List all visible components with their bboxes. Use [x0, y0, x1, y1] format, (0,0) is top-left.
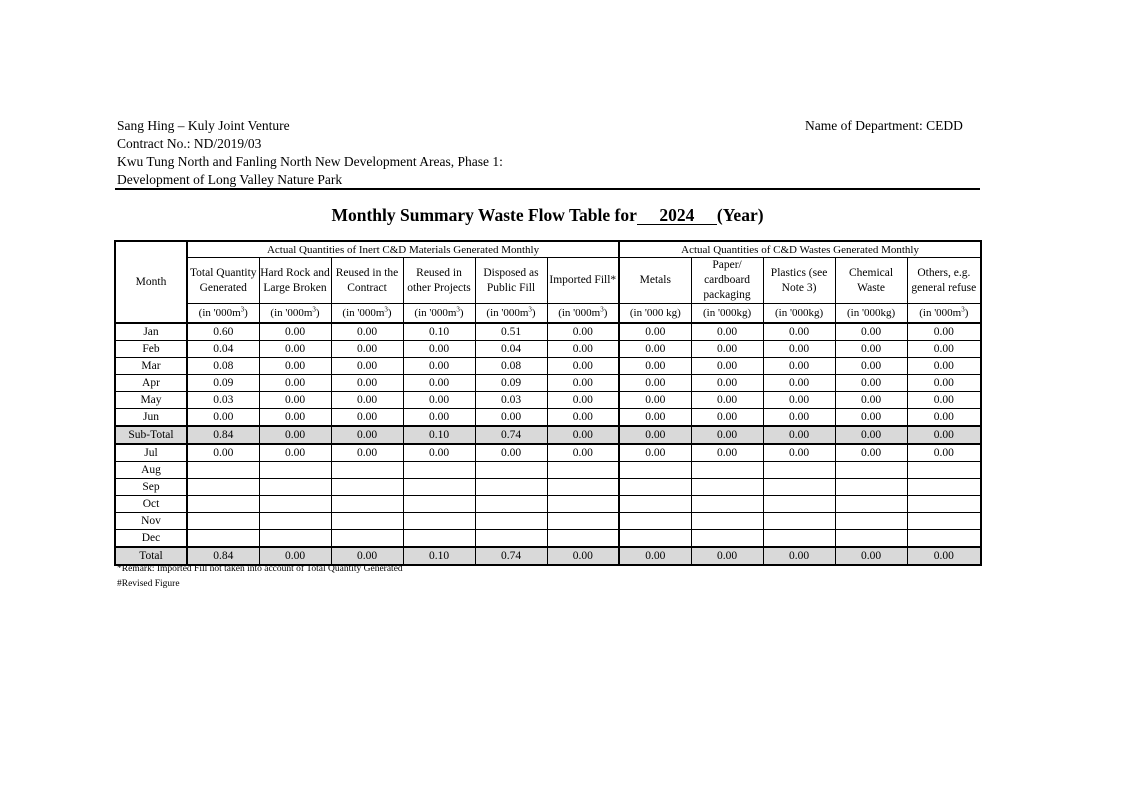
- table-cell: 0.00: [691, 392, 763, 409]
- table-cell: [259, 462, 331, 479]
- table-cell: 0.00: [691, 444, 763, 462]
- table-cell: 0.00: [259, 375, 331, 392]
- table-cell: [619, 530, 691, 548]
- table-cell: [763, 496, 835, 513]
- table-cell: 0.00: [835, 409, 907, 427]
- contractor-info: [117, 117, 503, 189]
- table-cell: [763, 530, 835, 548]
- table-cell: [403, 530, 475, 548]
- table-cell: [691, 530, 763, 548]
- table-cell: [403, 513, 475, 530]
- subtotal-row: [115, 426, 981, 444]
- column-header: Imported Fill*: [547, 258, 619, 304]
- table-cell: 0.00: [403, 375, 475, 392]
- table-cell: 0.00: [907, 341, 981, 358]
- table-cell: [475, 513, 547, 530]
- table-cell: 0.00: [835, 341, 907, 358]
- table-row: [115, 479, 981, 496]
- table-cell: [331, 462, 403, 479]
- table-cell: 0.00: [331, 426, 403, 444]
- table-cell: [547, 496, 619, 513]
- table-cell: 0.10: [403, 547, 475, 565]
- table-cell: 0.00: [619, 358, 691, 375]
- column-header: Others, e.g. general refuse: [907, 258, 981, 304]
- table-cell: 0.00: [547, 547, 619, 565]
- column-header: Plastics (see Note 3): [763, 258, 835, 304]
- row-label: Aug: [115, 462, 187, 479]
- table-cell: 0.00: [259, 426, 331, 444]
- table-cell: [187, 530, 259, 548]
- table-cell: 0.00: [763, 392, 835, 409]
- row-label: Jan: [115, 323, 187, 341]
- table-cell: 0.00: [835, 358, 907, 375]
- unit-label: (in '000kg): [835, 304, 907, 324]
- table-cell: 0.74: [475, 426, 547, 444]
- table-row: [115, 462, 981, 479]
- table-cell: [547, 479, 619, 496]
- contractor-name: Sang Hing – Kuly Joint Venture: [117, 118, 290, 133]
- table-cell: [619, 496, 691, 513]
- table-cell: [403, 462, 475, 479]
- table-cell: 0.00: [763, 409, 835, 427]
- column-header-row: [115, 258, 981, 304]
- table-cell: 0.00: [763, 426, 835, 444]
- table-cell: 0.00: [331, 409, 403, 427]
- table-cell: 0.10: [403, 323, 475, 341]
- table-cell: 0.00: [763, 341, 835, 358]
- table-cell: 0.03: [475, 392, 547, 409]
- table-cell: [619, 513, 691, 530]
- table-cell: [187, 479, 259, 496]
- table-cell: 0.00: [907, 547, 981, 565]
- title-prefix: Monthly Summary Waste Flow Table for: [331, 205, 637, 225]
- column-header: Chemical Waste: [835, 258, 907, 304]
- table-cell: [691, 462, 763, 479]
- table-cell: 0.00: [547, 409, 619, 427]
- table-cell: 0.00: [691, 426, 763, 444]
- table-cell: 0.00: [835, 323, 907, 341]
- table-cell: 0.00: [331, 392, 403, 409]
- row-label: Total: [115, 547, 187, 565]
- row-label: Sub-Total: [115, 426, 187, 444]
- table-cell: [475, 496, 547, 513]
- table-cell: [763, 513, 835, 530]
- table-cell: 0.00: [547, 444, 619, 462]
- row-label: Apr: [115, 375, 187, 392]
- table-cell: 0.08: [475, 358, 547, 375]
- table-cell: 0.00: [907, 392, 981, 409]
- table-cell: 0.84: [187, 547, 259, 565]
- table-cell: 0.08: [187, 358, 259, 375]
- table-cell: 0.00: [259, 409, 331, 427]
- table-cell: 0.00: [619, 341, 691, 358]
- table-cell: 0.00: [763, 444, 835, 462]
- table-row: [115, 341, 981, 358]
- month-header: Month: [115, 241, 187, 323]
- row-label: May: [115, 392, 187, 409]
- table-cell: 0.00: [835, 444, 907, 462]
- table-row: [115, 513, 981, 530]
- unit-header-row: [115, 304, 981, 324]
- table-cell: 0.00: [907, 444, 981, 462]
- unit-label: (in '000kg): [691, 304, 763, 324]
- table-cell: [475, 462, 547, 479]
- table-cell: 0.00: [403, 392, 475, 409]
- table-cell: [187, 513, 259, 530]
- table-row: [115, 392, 981, 409]
- table-cell: 0.60: [187, 323, 259, 341]
- table-cell: [187, 496, 259, 513]
- row-label: Sep: [115, 479, 187, 496]
- row-label: Nov: [115, 513, 187, 530]
- table-body: [115, 323, 981, 565]
- table-row: [115, 530, 981, 548]
- table-cell: [331, 513, 403, 530]
- table-cell: [907, 462, 981, 479]
- table-cell: 0.09: [187, 375, 259, 392]
- table-cell: 0.00: [547, 426, 619, 444]
- unit-label: (in '000 kg): [619, 304, 691, 324]
- unit-label: (in '$000m^3$): [187, 304, 259, 324]
- table-cell: 0.00: [835, 547, 907, 565]
- table-cell: [547, 513, 619, 530]
- unit-label: (in '$000m^3$): [907, 304, 981, 324]
- table-row: [115, 323, 981, 341]
- table-cell: 0.00: [763, 323, 835, 341]
- table-cell: 0.00: [403, 444, 475, 462]
- column-header: Paper/ cardboard packaging: [691, 258, 763, 304]
- table-cell: 0.00: [763, 358, 835, 375]
- column-header: Metals: [619, 258, 691, 304]
- table-cell: [331, 496, 403, 513]
- header-divider: [115, 188, 980, 190]
- table-cell: [475, 479, 547, 496]
- table-cell: [835, 530, 907, 548]
- row-label: Jun: [115, 409, 187, 427]
- table-cell: 0.00: [907, 358, 981, 375]
- table-cell: [331, 530, 403, 548]
- table-cell: 0.00: [907, 426, 981, 444]
- table-cell: [259, 479, 331, 496]
- column-header: Total Quantity Generated: [187, 258, 259, 304]
- table-cell: 0.00: [619, 323, 691, 341]
- unit-label: (in '$000m^3$): [331, 304, 403, 324]
- inert-group-header: Actual Quantities of Inert C&D Materials Generated Monthly: [187, 241, 619, 258]
- table-cell: [691, 513, 763, 530]
- table-cell: [763, 462, 835, 479]
- table-cell: 0.00: [619, 444, 691, 462]
- table-cell: [475, 530, 547, 548]
- table-cell: 0.00: [259, 444, 331, 462]
- table-cell: [259, 496, 331, 513]
- table-cell: 0.00: [259, 341, 331, 358]
- table-cell: [691, 496, 763, 513]
- table-row: [115, 409, 981, 427]
- table-cell: 0.10: [403, 426, 475, 444]
- table-cell: 0.00: [331, 444, 403, 462]
- table-cell: 0.00: [403, 409, 475, 427]
- table-cell: 0.00: [331, 547, 403, 565]
- table-cell: 0.00: [691, 358, 763, 375]
- table-cell: 0.04: [187, 341, 259, 358]
- table-cell: [187, 462, 259, 479]
- table-cell: 0.00: [619, 392, 691, 409]
- table-cell: 0.00: [331, 341, 403, 358]
- table-cell: 0.00: [835, 392, 907, 409]
- table-cell: [259, 530, 331, 548]
- contract-number: Contract No.: ND/2019/03: [117, 136, 262, 151]
- table-cell: [763, 479, 835, 496]
- table-row: [115, 444, 981, 462]
- table-cell: 0.00: [907, 375, 981, 392]
- table-cell: 0.00: [907, 409, 981, 427]
- table-cell: 0.00: [259, 547, 331, 565]
- column-header: Reused in other Projects: [403, 258, 475, 304]
- table-cell: 0.84: [187, 426, 259, 444]
- table-cell: 0.03: [187, 392, 259, 409]
- table-cell: [835, 462, 907, 479]
- page-title: [115, 205, 980, 226]
- table-cell: [907, 530, 981, 548]
- table-cell: 0.00: [259, 392, 331, 409]
- table-cell: [259, 513, 331, 530]
- table-cell: [691, 479, 763, 496]
- table-cell: 0.00: [475, 409, 547, 427]
- table-cell: 0.04: [475, 341, 547, 358]
- row-label: Feb: [115, 341, 187, 358]
- unit-label: (in '$000m^3$): [259, 304, 331, 324]
- table-cell: 0.00: [475, 444, 547, 462]
- table-cell: 0.00: [403, 341, 475, 358]
- table-cell: 0.00: [259, 358, 331, 375]
- row-label: Jul: [115, 444, 187, 462]
- table-cell: 0.00: [619, 547, 691, 565]
- table-cell: [331, 479, 403, 496]
- table-cell: 0.00: [835, 375, 907, 392]
- table-cell: [835, 479, 907, 496]
- title-year: 2024: [637, 207, 717, 225]
- table-cell: [907, 496, 981, 513]
- table-cell: 0.00: [547, 392, 619, 409]
- table-cell: 0.00: [691, 323, 763, 341]
- table-cell: 0.00: [259, 323, 331, 341]
- table-row: [115, 358, 981, 375]
- table-row: [115, 496, 981, 513]
- table-cell: 0.00: [835, 426, 907, 444]
- table-cell: 0.00: [547, 341, 619, 358]
- table-cell: 0.00: [331, 323, 403, 341]
- table-cell: [619, 462, 691, 479]
- table-cell: 0.00: [331, 358, 403, 375]
- waste-flow-table: [114, 240, 982, 566]
- table-cell: 0.00: [547, 375, 619, 392]
- project-name-line1: Kwu Tung North and Fanling North New Development Areas, Phase 1:: [117, 154, 503, 169]
- table-cell: [547, 462, 619, 479]
- table-cell: 0.00: [907, 323, 981, 341]
- column-header: Reused in the Contract: [331, 258, 403, 304]
- column-header: Hard Rock and Large Broken: [259, 258, 331, 304]
- department-name: Name of Department: CEDD: [805, 118, 963, 133]
- table-cell: 0.00: [691, 341, 763, 358]
- table-cell: 0.00: [763, 375, 835, 392]
- column-header: Disposed as Public Fill: [475, 258, 547, 304]
- table-cell: 0.00: [691, 547, 763, 565]
- waste-group-header: Actual Quantities of C&D Wastes Generated Monthly: [619, 241, 981, 258]
- row-label: Oct: [115, 496, 187, 513]
- table-cell: 0.00: [547, 323, 619, 341]
- table-cell: 0.00: [187, 444, 259, 462]
- table-cell: 0.00: [331, 375, 403, 392]
- row-label: Dec: [115, 530, 187, 548]
- revised-footnote: #Revised Figure: [117, 579, 180, 589]
- table-cell: 0.00: [691, 375, 763, 392]
- table-cell: [907, 513, 981, 530]
- table-cell: 0.00: [403, 358, 475, 375]
- table-cell: 0.74: [475, 547, 547, 565]
- table-row: [115, 375, 981, 392]
- unit-label: (in '000kg): [763, 304, 835, 324]
- table-cell: 0.51: [475, 323, 547, 341]
- table-cell: 0.00: [547, 358, 619, 375]
- table-cell: [907, 479, 981, 496]
- row-label: Mar: [115, 358, 187, 375]
- table-cell: 0.00: [187, 409, 259, 427]
- table-cell: [835, 496, 907, 513]
- table-cell: [403, 496, 475, 513]
- table-cell: 0.00: [619, 426, 691, 444]
- remark-footnote: *Remark: Imported Fill not taken into account of Total Quantity Generated: [117, 564, 403, 574]
- table-cell: [619, 479, 691, 496]
- table-cell: [835, 513, 907, 530]
- unit-label: (in '$000m^3$): [475, 304, 547, 324]
- table-cell: 0.00: [691, 409, 763, 427]
- table-cell: 0.00: [619, 409, 691, 427]
- title-suffix: (Year): [716, 205, 764, 225]
- table-cell: [547, 530, 619, 548]
- unit-label: (in '$000m^3$): [403, 304, 475, 324]
- table-cell: 0.00: [619, 375, 691, 392]
- project-name-line2: Development of Long Valley Nature Park: [117, 172, 343, 187]
- table-cell: [403, 479, 475, 496]
- table-cell: 0.09: [475, 375, 547, 392]
- table-cell: 0.00: [763, 547, 835, 565]
- unit-label: (in '$000m^3$): [547, 304, 619, 324]
